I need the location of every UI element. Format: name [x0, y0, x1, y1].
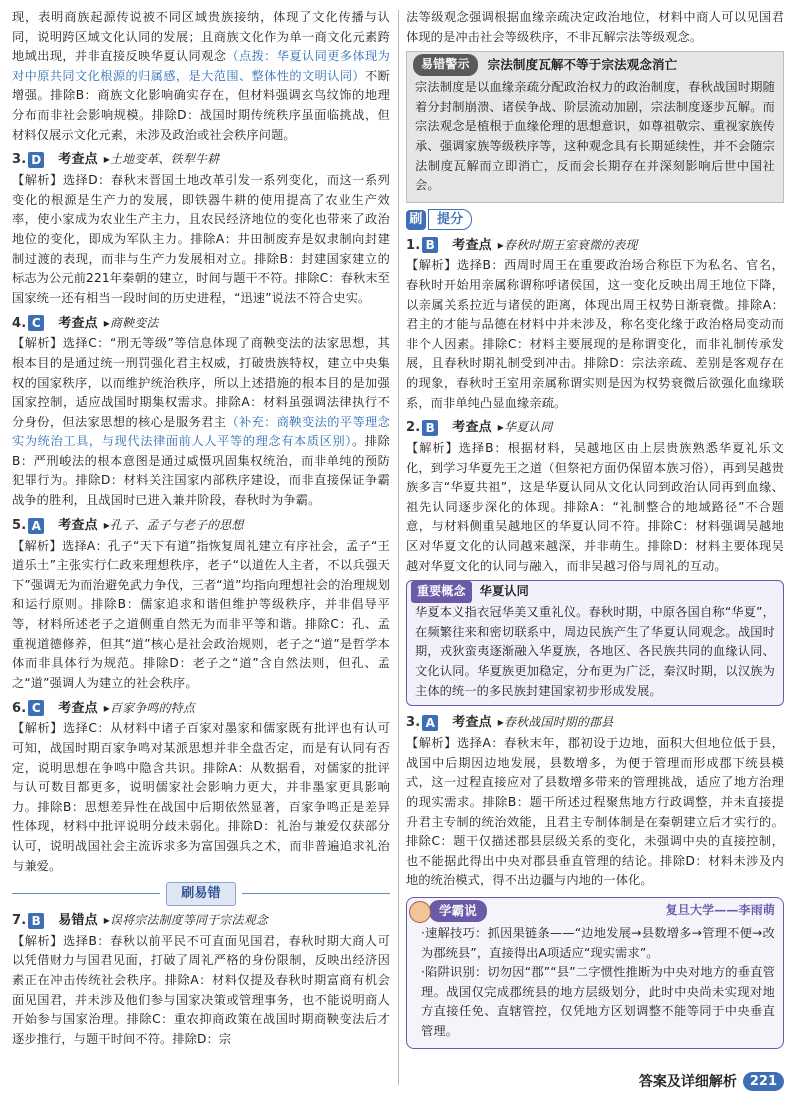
- footer-title: 答案及详细解析: [638, 1074, 737, 1090]
- answer-badge: B: [422, 420, 438, 436]
- student-avatar-icon: [409, 901, 431, 923]
- answer-badge: B: [28, 913, 44, 929]
- answer-badge: D: [28, 152, 44, 168]
- top-student-tag: 学霸说: [429, 900, 487, 922]
- item-number: 4.: [12, 315, 27, 331]
- item-number: 1.: [406, 237, 421, 253]
- section-header: [406, 209, 784, 231]
- item-number: 6.: [12, 700, 27, 716]
- answer-badge: A: [422, 715, 438, 731]
- item-6-header: [12, 697, 390, 719]
- item-3-analysis: 【解析】选择A：春秋末年，郡初设于边地，面积大但地位低于县，战国中后期因边地发展，县数增多，为便于管理而形成郡下统县模式，这一过程直接应对了县数增多带来的管理挑战，适应了地方治理的现实需求。排除B：题干所述过程聚焦地方行政调整，并未直接提升君主专制的统治效能，且君主专制体制是在秦朝建立后才实行的。排除C：题干仅描述郡县层级关系的变化，未强调中央的直接控制，也不能据此得出中央对郡县垂直管理的结论。排除D：材料未涉及内地的统治模式，得不出边疆与内地的一体化。: [406, 736, 784, 888]
- item-2-analysis: 【解析】选择B：根据材料，吴越地区由上层贵族熟悉华夏礼乐文化，到学习华夏先王之道（但祭祀方面仍保留本族习俗），再到吴越贵族多言“华夏共祖”，这是华夏认同从文化认同到政治认同再到血缘、祖先认同逐步深化的体现。排除A：“礼制整合的地域路径”不合题意，与材料侧重吴越地区的华夏认同不符。排除C：材料强调吴越地区对华夏文化的认同越来越深，并非萌生。排除D：材料主要体现吴越对华夏文化的认同与融入，而非吴越习俗与周礼的互动。: [406, 441, 784, 573]
- item-2-header: [406, 417, 784, 439]
- answer-badge: B: [422, 237, 438, 253]
- warning-header: [407, 52, 783, 78]
- column-divider: [398, 10, 399, 1085]
- point-value: ▸土地变革、铁犁牛耕: [103, 152, 220, 167]
- item-number: 7.: [12, 912, 27, 928]
- tip-line: ·速解技巧：抓因果链条——“边地发展→县数增多→管理不便→改为郡统县”，直接得出A项适应“现实需求”。: [421, 925, 775, 960]
- continued-paragraph: 现，表明商族起源传说被不同区域贵族接纳，体现了文化传播与认同，说明跨区域文化认同的发展；且商族文化作为单一商文化元素跨地域出现，并非直接反映华夏认同观念（点拨：华夏认同更多体现为对中原共同文化根源的归属感，是大范围、整体性的文明认同）不断增强。排除B：商族文化影响确实存在，但材料强调玄鸟纹饰的地理分布而非社会影响规模。排除D：战国时期传统秩序虽面临挑战，但材料仅展示文化元素，未涉及政治或社会秩序问题。: [12, 10, 390, 142]
- item-3-header: [12, 149, 390, 171]
- warning-tag: 易错警示: [413, 54, 478, 76]
- page-footer: [639, 1071, 784, 1091]
- item-number: 5.: [12, 517, 27, 533]
- point-label: 考查点: [452, 420, 492, 436]
- item-5-header: [12, 515, 390, 537]
- right-column: [406, 8, 784, 1049]
- concept-header: [407, 581, 783, 603]
- point-label: 考查点: [58, 315, 98, 331]
- point-label: 考查点: [58, 700, 98, 716]
- item-4-analysis: 【解析】选择C：“刑无等级”等信息体现了商鞅变法的法家思想，其根本目的是通过统一刑罚强化君主权威，打破贵族特权，建立中央集权的国家秩序，以而维护统治秩序，所以上述措施的根本目的是加强国家控制，适应战国时期集权需求。排除A：材料虽强调法律执行不分身份，但法家思想的核心是服务君主（补充：商鞅变法的平等理念实为统治工具，与现代法律面前人人平等的理念有本质区别）。排除B：严刑峻法的根本意图是通过威慑巩固集权统治，而非单纯的预防犯罪行为。排除D：材料关注国家内部秩序建设，而非直接保证争霸战争的胜利，且战国时已进入兼并阶段，春秋时为争霸。: [12, 336, 391, 508]
- top-student-body: [407, 924, 783, 1048]
- item-4-header: [12, 312, 390, 334]
- answer-badge: C: [28, 315, 44, 331]
- point-value: ▸春秋战国时期的郡县: [497, 715, 614, 730]
- section-badge: 刷: [406, 210, 426, 230]
- item-number: 3.: [12, 152, 27, 168]
- answer-badge: C: [28, 700, 44, 716]
- top-student-author: 复旦大学——李雨萌: [665, 903, 775, 918]
- item-number: 2.: [406, 420, 421, 436]
- item-5-analysis: 【解析】选择A：孔子“天下有道”指恢复周礼建立有序社会，孟子“王道乐土”主张实行仁政来理想秩序，老子“以道佐人主者，不以兵强天下”强调无为而治避免武力争伐，三者“道”均指向理想社会的治理规划和运行原则。排除B：儒家追求和谐但维护等级秩序，并非倡导平等，材料所述老子之道侧重自然无为而非平等和谐。排除C：孔、孟重视道德修养，但其“道”核心是社会政治规则，老子之“道”是哲学本体而非具体行为规范。排除D：老子之“道”含自然法则，但孔、孟之“道”强调人为建立的社会秩序。: [12, 538, 390, 690]
- point-label: 考查点: [58, 517, 98, 533]
- item-7-analysis: 【解析】选择B：春秋以前平民不可直面见国君，春秋时期大商人可以凭借财力与国君见面，打破了周礼严格的身份限制，反映出经济因素正在冲击传统社会秩序。排除A：材料仅提及春秋时期富商有机会面见国君，并未涉及他们参与国家决策或管理事务，也不能说明商人开始参与国家治理。排除C：重农抑商政策在战国时期商鞅变法后才逐步推行，与题干时间不符。排除D：宗: [12, 933, 390, 1046]
- point-value: ▸商鞅变法: [103, 315, 159, 330]
- point-label: 考查点: [452, 715, 492, 731]
- point-label: 考查点: [452, 237, 492, 253]
- section-label: 提分: [428, 209, 472, 231]
- concept-box: [406, 580, 784, 706]
- continued-paragraph: 法等级观念强调根据血缘亲疏决定政治地位，材料中商人可以见国君体现的是冲击社会等级秩序，不非瓦解宗法等级观念。: [406, 10, 784, 44]
- warning-text: 宗法制度是以血缘亲疏分配政治权力的政治制度，春秋战国时期随着分封制崩溃、诸侯争战、阶层流动加剧，宗法制度逐步瓦解。而宗法观念是植根于血缘伦理的思想意识，如尊祖敬宗、重视家族传承、强调家族等级秩序等，这种观念具有长期延续性，并不会随宗法制度瓦解而立即消亡，反而会长期存在并深刻影响后世中国社会。: [415, 80, 775, 193]
- warning-title: 宗法制度瓦解不等于宗法观念消亡: [487, 57, 678, 73]
- item-6-analysis: 【解析】选择C：从材料中诸子百家对墨家和儒家既有批评也有认可可知，战国时期百家争鸣对某派思想并非全盘否定，而是有认同有否定，说明思想在争鸣中隐含共识。排除A：从数据看，对儒家的批评与认可数目都更多，说明儒家社会影响力更大，并非墨家更具影响力。排除B：思想差异性在战国中后期依然显著，百家争鸣正是差异性体现，材料中批评说明分歧未弱化。排除D：礼治与兼爱仅获部分认可，说明战国社会主流诉求多为富国强兵之术，而非普遍追求礼治与兼爱。: [12, 721, 390, 873]
- point-value: ▸误将宗法制度等同于宗法观念: [103, 912, 268, 927]
- answer-badge: A: [28, 518, 44, 534]
- item-3-analysis: 【解析】选择D：春秋末晋国土地改革引发一系列变化，而这一系列变化的根源是生产力的发展，即铁器牛耕的使用提高了农业生产效率，使小家成为农业生产主力，且农民经济地位的变化也带来了政治地位的变化，即成为军队主力。排除A：井田制废弃是奴隶制向封建制过渡的表现，而非与生产力发展相对立。排除B：封建国家建立的标志为公元前221年秦朝的建立，时间与题干不符。排除C：春秋末至国家统一还有相当一段时间的历史进程，“迅速”说法不符合史实。: [12, 173, 390, 305]
- left-column: [12, 8, 390, 1049]
- concept-title: 华夏认同: [479, 584, 529, 599]
- top-student-box: [406, 897, 784, 1049]
- warning-box: [406, 51, 784, 203]
- page-number: 221: [743, 1072, 784, 1091]
- item-7-header: [12, 910, 390, 932]
- point-label: 易错点: [58, 912, 98, 928]
- section-banner: [12, 882, 390, 906]
- item-1-analysis: 【解析】选择B：西周时周王在重要政治场合称臣下为私名、官名，春秋时开始用亲属称谓称呼诸侯国，这一变化反映出周王地位下降，以亲属关系拉近与诸侯的距离，体现出周王权势日渐衰微。排除A：君主的才能与品德在材料中并未涉及，称名变化缘于政治格局变动而非个人因素。排除C：材料主要展现的是称谓变化，而非礼制传承发展，且春秋时期礼制受到冲击。排除D：宗法亲疏、差别是客观存在的现象，春秋时王室用亲属称谓实则是因为权势衰微后欲强化血缘联系，而非单纯凸显血缘亲疏。: [406, 258, 784, 410]
- concept-text: 华夏本义指衣冠华美又重礼仪。春秋时期，中原各国自称“华夏”，在频繁往来和密切联系中，周边民族产生了华夏认同观念。战国时期，戎狄蛮夷逐渐融入华夏族，各地区、各民族共同的血缘认同、文化认同。华夏族更加稳定，分布更为广泛，秦汉时期，以汉族为主体的统一的多民族封建国家初步形成发展。: [415, 605, 775, 698]
- point-value: ▸华夏认同: [497, 420, 553, 435]
- point-value: ▸百家争鸣的特点: [103, 700, 195, 715]
- point-value: ▸春秋时期王室衰微的表现: [497, 237, 638, 252]
- item-3-header: [406, 712, 784, 734]
- point-value: ▸孔子、孟子与老子的思想: [103, 517, 244, 532]
- tip-line: ·陷阱识别：切勿因“郡”“县”二字惯性推断为中央对地方的垂直管理。战国仅完成郡统县的地方层级划分，此时中央尚未实现对地方直接任免、直辖管控，仅凭地方区划调整不能等同于中央垂直管理。: [421, 965, 775, 1038]
- concept-tag: 重要概念: [411, 581, 472, 603]
- point-label: 考查点: [58, 152, 98, 168]
- item-number: 3.: [406, 715, 421, 731]
- section-banner-label: 刷易错: [166, 882, 235, 906]
- top-student-header: [407, 898, 783, 924]
- item-1-header: [406, 234, 784, 256]
